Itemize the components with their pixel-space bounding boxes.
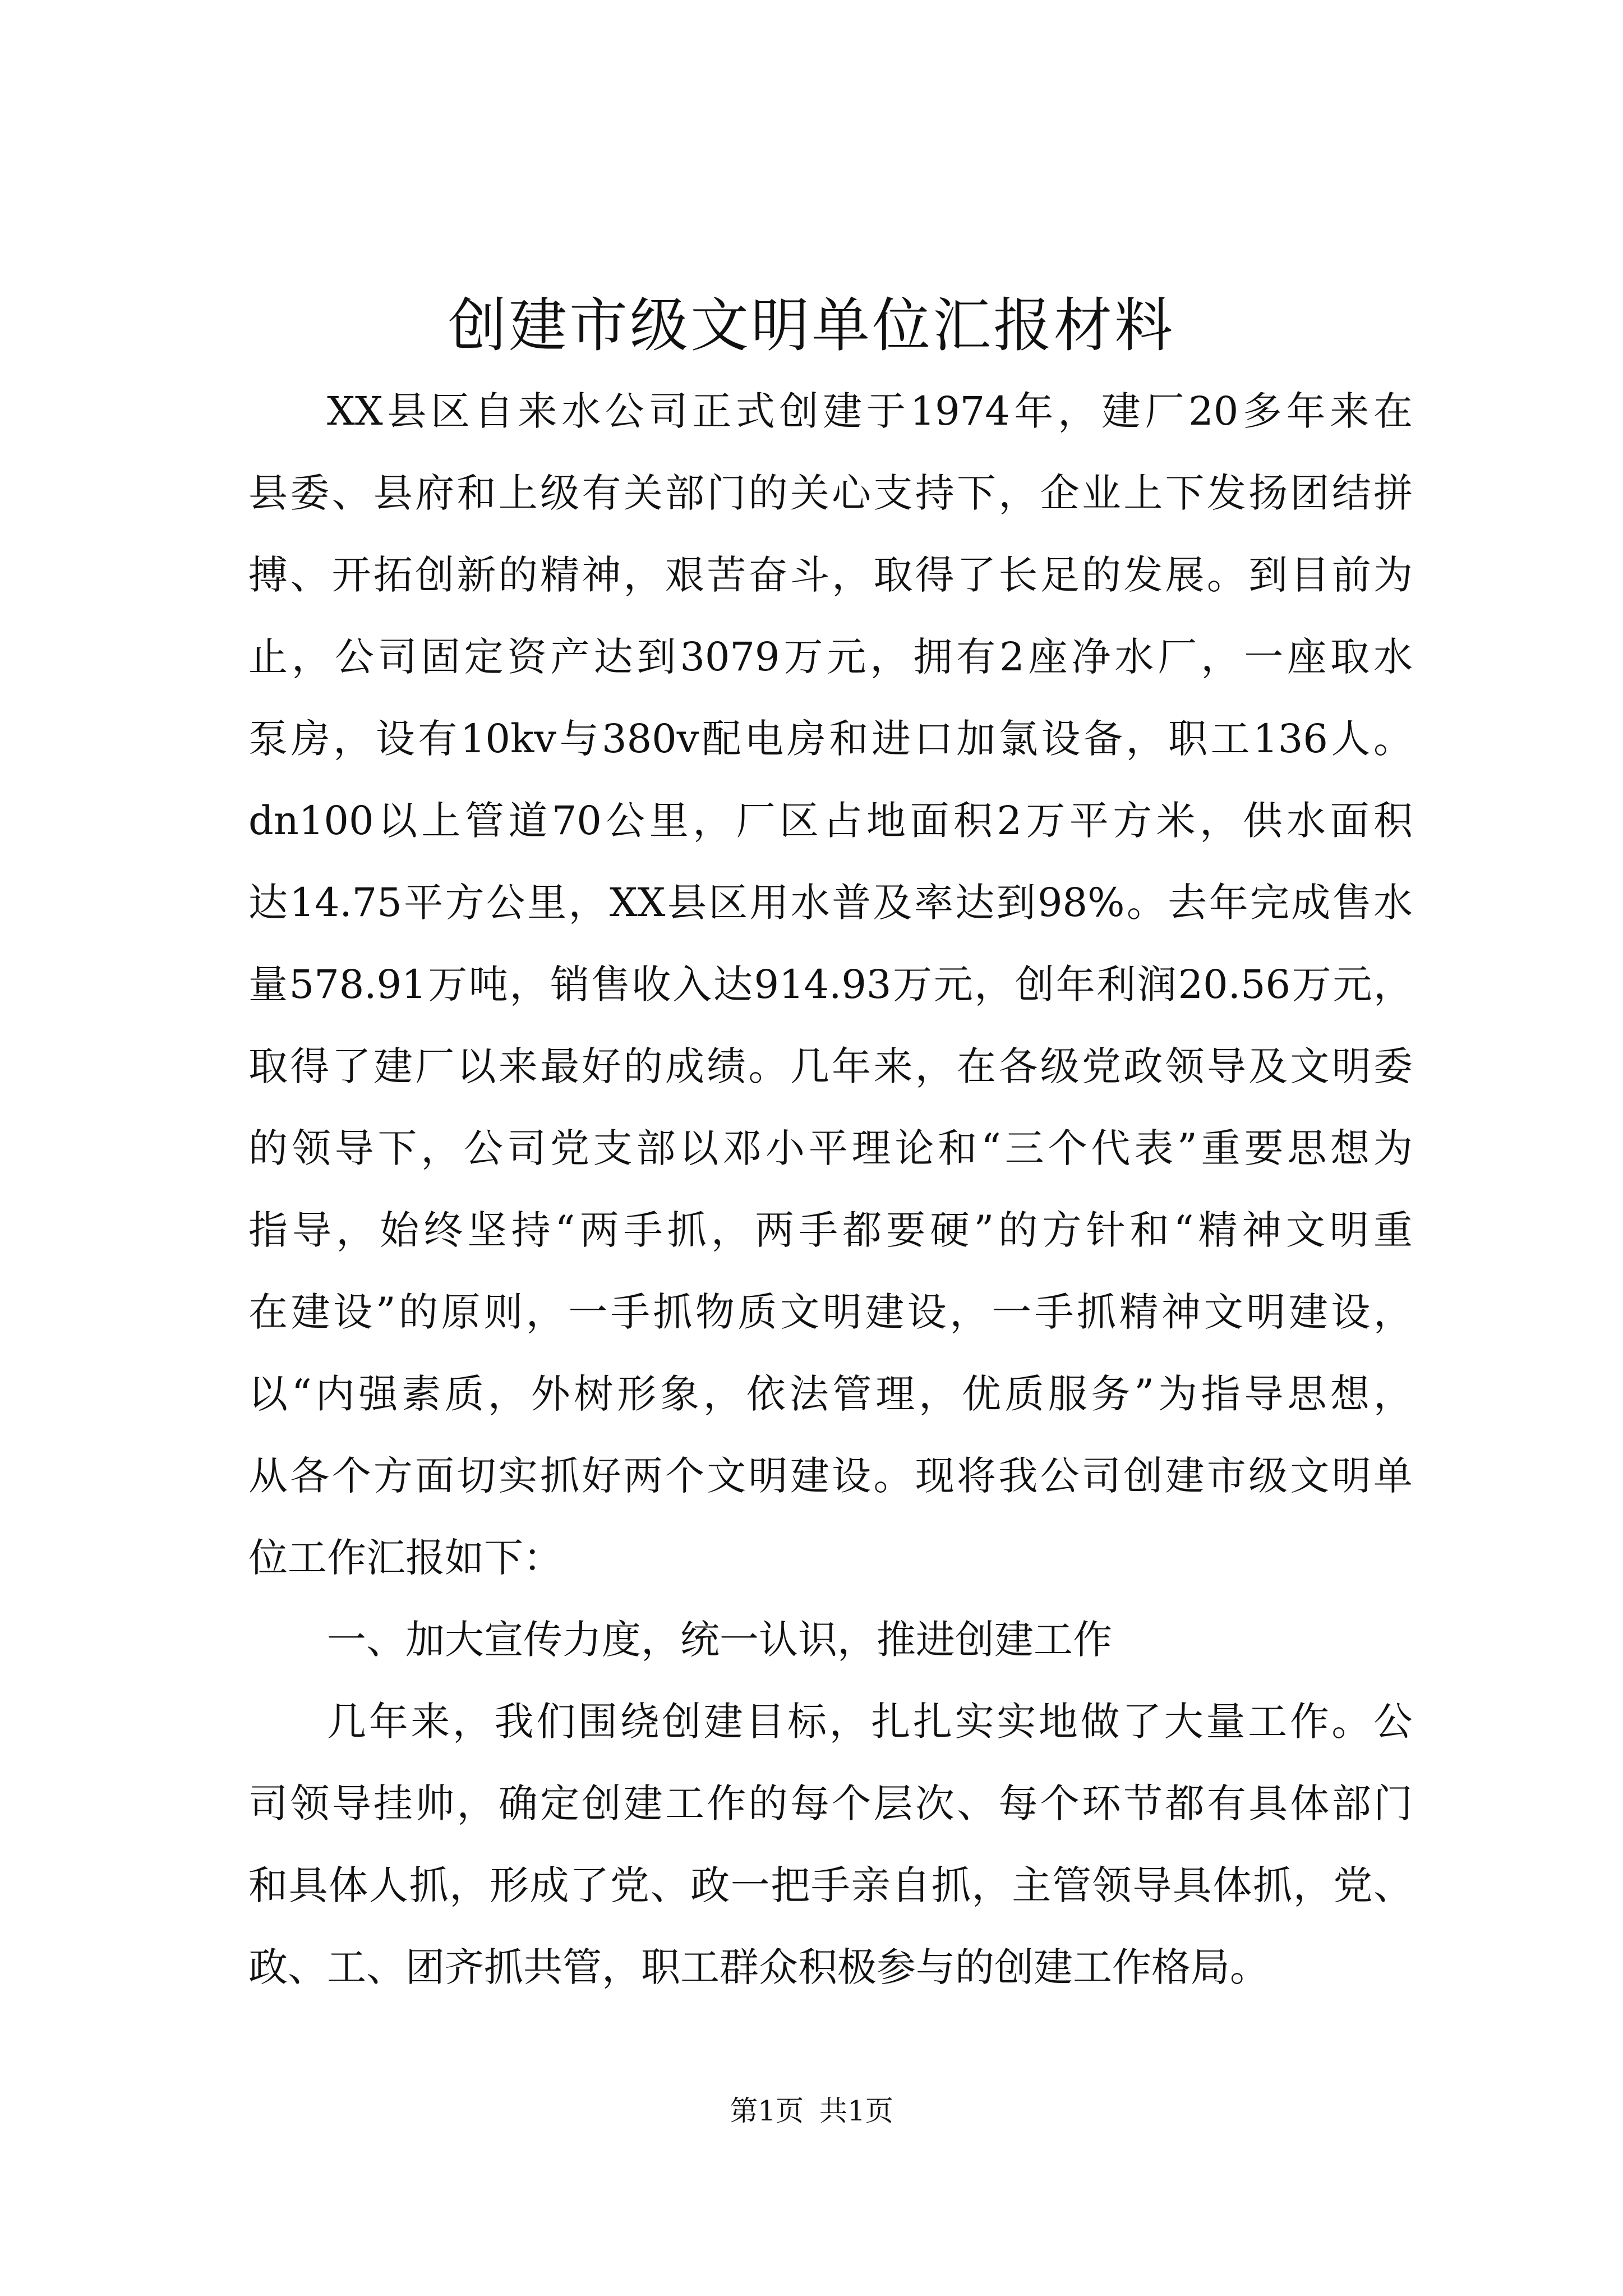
text-line: 取得了建厂以来最好的成绩。几年来，在各级党政领导及文明委 <box>248 1043 1413 1089</box>
text-line: XX县区自来水公司正式创建于1974年，建厂20多年来在 <box>327 388 1413 434</box>
text-line: 政、工、团齐抓共管，职工群众积极参与的创建工作格局。 <box>248 1944 1269 1990</box>
text-line: 以“内强素质，外树形象，依法管理，优质服务”为指导思想， <box>248 1371 1413 1417</box>
text-line: 从各个方面切实抓好两个文明建设。现将我公司创建市级文明单 <box>248 1453 1413 1499</box>
text-line: 县委、县府和上级有关部门的关心支持下，企业上下发扬团结拼 <box>248 470 1413 516</box>
section-heading: 一、加大宣传力度，统一认识，推进创建工作 <box>327 1617 1112 1663</box>
text-line: 和具体人抓，形成了党、政一把手亲自抓，主管领导具体抓，党、 <box>248 1862 1413 1908</box>
text-line: 在建设”的原则，一手抓物质文明建设，一手抓精神文明建设， <box>248 1289 1413 1335</box>
text-line: 几年来，我们围绕创建目标，扎扎实实地做了大量工作。公 <box>327 1699 1413 1745</box>
text-line: 搏、开拓创新的精神，艰苦奋斗，取得了长足的发展。到目前为 <box>248 552 1413 598</box>
document-title: 创建市级文明单位汇报材料 <box>448 291 1175 360</box>
text-line: 指导，始终坚持“两手抓，两手都要硬”的方针和“精神文明重 <box>248 1207 1413 1253</box>
text-line: dn100以上管道70公里，厂区占地面积2万平方米，供水面积 <box>248 798 1413 844</box>
page-footer: 第1页 共1页 <box>730 2095 893 2127</box>
text-line: 量578.91万吨，销售收入达914.93万元，创年利润20.56万元， <box>248 961 1413 1007</box>
text-line: 达14.75平方公里，XX县区用水普及率达到98%。去年完成售水 <box>248 880 1413 926</box>
text-line: 司领导挂帅，确定创建工作的每个层次、每个环节都有具体部门 <box>248 1780 1413 1826</box>
text-line: 的领导下，公司党支部以邓小平理论和“三个代表”重要思想为 <box>248 1125 1413 1171</box>
document-body <box>248 370 1413 2008</box>
text-line: 位工作汇报如下： <box>248 1535 562 1581</box>
text-line: 止，公司固定资产达到3079万元，拥有2座净水厂，一座取水 <box>248 634 1413 680</box>
text-line: 泵房，设有10kv与380v配电房和进口加氯设备，职工136人。 <box>248 716 1413 762</box>
